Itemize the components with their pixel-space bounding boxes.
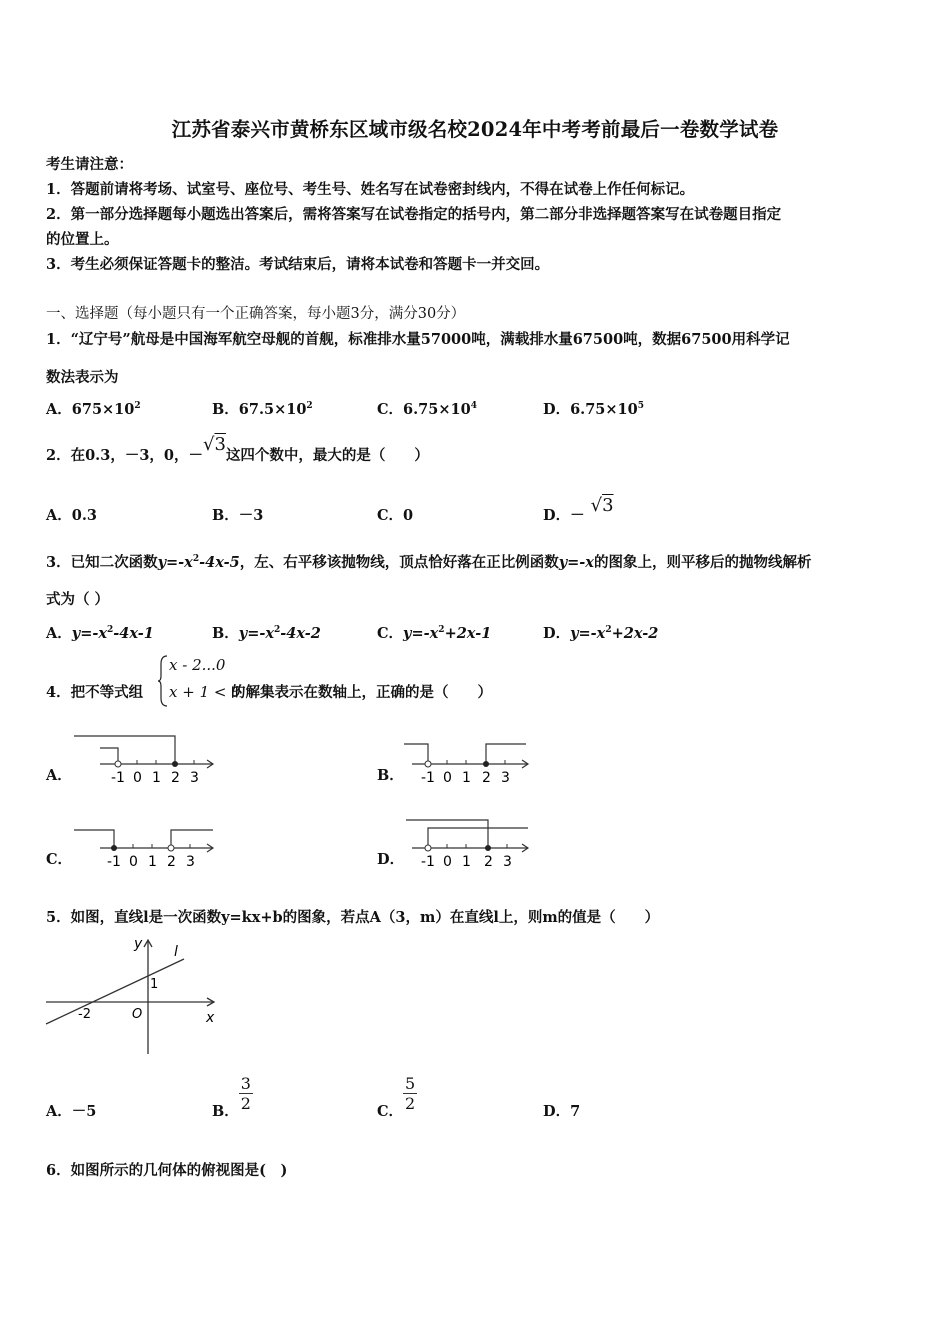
- q4-numberline-b[interactable]: [400, 728, 535, 786]
- brace-icon: [157, 654, 169, 708]
- q4-option-b-label[interactable]: B．: [377, 767, 404, 784]
- q2-option-c[interactable]: C．0: [377, 507, 414, 524]
- tick-label: 0: [443, 770, 452, 786]
- tick-label: 0: [133, 770, 142, 786]
- notice-item: 的位置上。: [46, 231, 119, 248]
- q4-numberline-c[interactable]: [70, 812, 220, 870]
- q4-numberline-a[interactable]: [70, 728, 220, 786]
- tick-label: 2: [171, 770, 180, 786]
- q2-option-b[interactable]: B．－3: [212, 507, 264, 524]
- tick-label: 3: [503, 854, 512, 870]
- tick-label: -1: [421, 854, 435, 870]
- tick-label: 2: [482, 770, 491, 786]
- q4-numberline-d[interactable]: [400, 812, 535, 870]
- section-heading: 一、选择题（每小题只有一个正确答案，每小题3分，满分30分）: [46, 306, 466, 322]
- inequality-1: x - 2...0: [169, 656, 226, 674]
- question-3-text-cont: 式为（ ）: [46, 591, 110, 608]
- q4-option-d-label[interactable]: D．: [377, 851, 405, 868]
- q5-option-a[interactable]: A．－5: [46, 1103, 97, 1120]
- q4-option-a-label[interactable]: A．: [46, 767, 72, 784]
- tick-label: 1: [152, 770, 161, 786]
- tick-label: -1: [107, 854, 121, 870]
- q4-option-c-label[interactable]: C．: [46, 851, 73, 868]
- tick-label: 3: [190, 770, 199, 786]
- q5-option-c[interactable]: C． $\frac{5}{2}$: [377, 1074, 416, 1120]
- x-intercept-label: -2: [78, 1007, 91, 1022]
- q3-option-c[interactable]: C．$y=-x^2+2x-1$: [377, 625, 492, 642]
- notice-heading: 考生请注意：: [46, 156, 133, 173]
- page-title: 江苏省泰兴市黄桥东区域市级名校2024年中考考前最后一卷数学试卷: [171, 118, 779, 141]
- q5-option-d[interactable]: D．7: [543, 1103, 581, 1120]
- q2-option-a[interactable]: A．0.3: [46, 507, 97, 524]
- q1-option-d[interactable]: D．$6.75\times 10^5$: [543, 401, 644, 418]
- origin-label: O: [132, 1007, 143, 1022]
- question-4-text: 4．把不等式组: [46, 684, 144, 701]
- tick-label: 0: [129, 854, 138, 870]
- question-1-text-cont: 数法表示为: [46, 369, 119, 386]
- tick-label: 1: [462, 854, 471, 870]
- question-1-text: 1．“辽宁号”航母是中国海军航空母舰的首舰，标准排水量57000吨，满载排水量67500吨，数据67500用科学记: [46, 331, 790, 348]
- q5-option-b[interactable]: B． $\frac{3}{2}$: [212, 1074, 251, 1120]
- notice-item: 3．考生必须保证答题卡的整洁。考试结束后，请将本试卷和答题卡一并交回。: [46, 256, 550, 273]
- question-6-text: 6．如图所示的几何体的俯视图是( ): [46, 1162, 288, 1179]
- tick-label: 1: [462, 770, 471, 786]
- tick-label: -1: [111, 770, 125, 786]
- question-2-text: 2．在0.3，－3，0，－√3这四个数中，最大的是（ ）: [46, 434, 429, 464]
- tick-label: 0: [443, 854, 452, 870]
- line-label: l: [174, 944, 178, 960]
- tick-label: -1: [421, 770, 435, 786]
- tick-label: 3: [501, 770, 510, 786]
- q3-option-a[interactable]: A．$y=-x^2-4x-1$: [46, 625, 154, 642]
- notice-item: 2．第一部分选择题每小题选出答案后，需将答案写在试卷指定的括号内，第二部分非选择题答案写在试卷题目指定: [46, 206, 782, 223]
- q1-option-c[interactable]: C．$6.75\times 10^4$: [377, 401, 477, 418]
- q3-option-d[interactable]: D．$y=-x^2+2x-2$: [543, 625, 659, 642]
- q5-linear-graph: [44, 932, 224, 1057]
- q3-option-b[interactable]: B．$y=-x^2-4x-2$: [212, 625, 321, 642]
- y-axis-label: y: [134, 936, 143, 952]
- notice-item: 1．答题前请将考场、试室号、座位号、考生号、姓名写在试卷密封线内，不得在试卷上作任何标记。: [46, 181, 695, 198]
- tick-label: 2: [484, 854, 493, 870]
- inequality-2: x + 1 < 0: [169, 683, 241, 701]
- q2-option-d[interactable]: D．－ √3: [543, 495, 614, 524]
- q1-option-b[interactable]: B．$67.5\times 10^2$: [212, 401, 313, 418]
- question-5-text: 5．如图，直线l是一次函数y=kx+b的图象，若点A（3，m）在直线l上，则m的值是（ ）: [46, 909, 660, 926]
- q1-option-a[interactable]: A．$675\times 10^2$: [46, 401, 141, 418]
- tick-label: 3: [186, 854, 195, 870]
- intercept-label: 1: [150, 977, 159, 992]
- inequality-system: [157, 654, 241, 708]
- tick-label: 2: [167, 854, 176, 870]
- x-axis-label: x: [206, 1010, 215, 1026]
- tick-label: 1: [148, 854, 157, 870]
- question-3-text: 3．已知二次函数$y=-x^2-4x-5$，左、右平移该抛物线，顶点恰好落在正比例函数y=-x的图象上，则平移后的抛物线解析: [46, 554, 812, 571]
- question-4-text-cont: 的解集表示在数轴上，正确的是（ ）: [231, 684, 492, 701]
